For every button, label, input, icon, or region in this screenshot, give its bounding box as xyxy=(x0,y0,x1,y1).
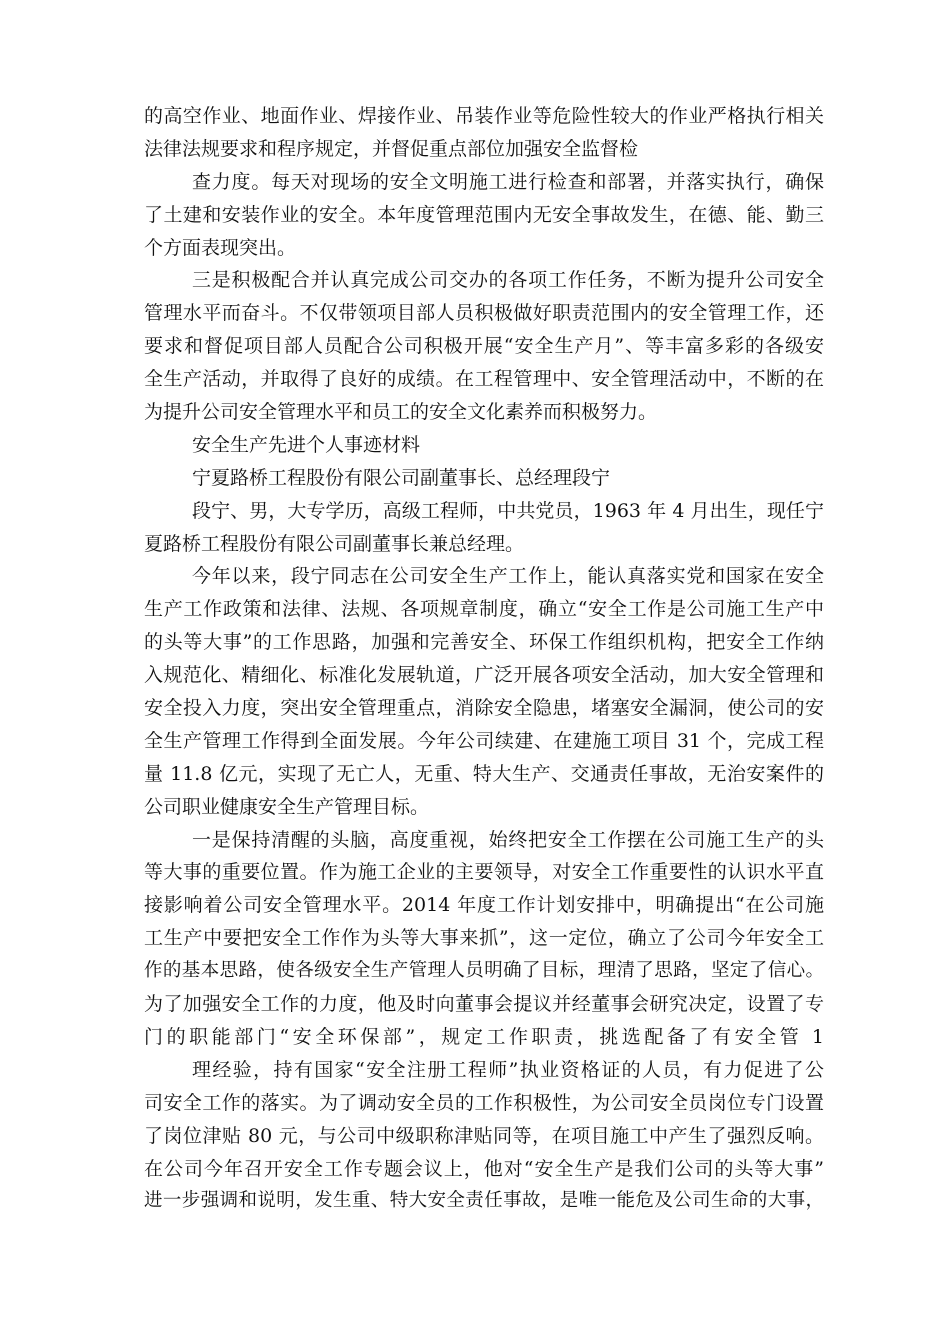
text-line: 了土建和安装作业的安全。本年度管理范围内无安全事故发生，在德、能、勤三 xyxy=(144,203,824,226)
text-line: 门的职能部门“安全环保部”，规定工作职责，挑选配备了有安全管 1 xyxy=(144,1025,824,1048)
text-line: 查力度。每天对现场的安全文明施工进行检查和部署，并落实执行，确保 xyxy=(192,170,824,193)
text-line: 理经验，持有国家“安全注册工程师”执业资格证的人员，有力促进了公 xyxy=(192,1058,824,1081)
text-line: 法律法规要求和程序规定，并督促重点部位加强安全监督检 xyxy=(144,137,639,160)
text-line: 三是积极配合并认真完成公司交办的各项工作任务，不断为提升公司安全 xyxy=(192,269,824,292)
text-line: 为了加强安全工作的力度，他及时向董事会提议并经董事会研究决定，设置了专 xyxy=(144,993,824,1016)
text-line: 夏路桥工程股份有限公司副董事长兼总经理。 xyxy=(144,532,525,555)
text-line: 宁夏路桥工程股份有限公司副董事长、总经理段宁 xyxy=(192,466,611,489)
text-line: 公司职业健康安全生产管理目标。 xyxy=(144,795,430,818)
text-line: 全生产管理工作得到全面发展。今年公司续建、在建施工项目 31 个，完成工程 xyxy=(144,729,824,752)
text-line: 要求和督促项目部人员配合公司积极开展“安全生产月”、等丰富多彩的各级安 xyxy=(144,335,824,358)
text-line: 个方面表现突出。 xyxy=(144,236,297,259)
text-line: 入规范化、精细化、标准化发展轨道，广泛开展各项安全活动，加大安全管理和 xyxy=(144,664,824,687)
text-line: 的头等大事”的工作思路，加强和完善安全、环保工作组织机构，把安全工作纳 xyxy=(144,631,824,654)
text-line: 管理水平而奋斗。不仅带领项目部人员积极做好职责范围内的安全管理工作，还 xyxy=(144,302,824,325)
text-line: 量 11.8 亿元，实现了无亡人，无重、特大生产、交通责任事故，无治安案件的 xyxy=(144,762,824,785)
text-line: 工生产中要把安全工作作为头等大事来抓”，这一定位，确立了公司今年安全工 xyxy=(144,927,824,950)
text-line: 今年以来，段宁同志在公司安全生产工作上，能认真落实党和国家在安全 xyxy=(192,565,824,588)
text-line: 了岗位津贴 80 元，与公司中级职称津贴同等，在项目施工中产生了强烈反响。 xyxy=(144,1124,824,1147)
text-line: 进一步强调和说明，发生重、特大安全责任事故，是唯一能危及公司生命的大事， xyxy=(144,1190,824,1212)
text-line: 生产工作政策和法律、法规、各项规章制度，确立“安全工作是公司施工生产中 xyxy=(144,598,824,621)
text-line: 安全生产先进个人事迹材料 xyxy=(192,433,421,456)
text-line: 安全投入力度，突出安全管理重点，消除安全隐患，堵塞安全漏洞，使公司的安 xyxy=(144,697,824,720)
text-line: 接影响着公司安全管理水平。2014 年度工作计划安排中，明确提出“在公司施 xyxy=(144,894,824,917)
text-line: 等大事的重要位置。作为施工企业的主要领导，对安全工作重要性的认识水平直 xyxy=(144,861,824,884)
text-line: 的高空作业、地面作业、焊接作业、吊装作业等危险性较大的作业严格执行相关 xyxy=(144,105,824,127)
text-line: 为提升公司安全管理水平和员工的安全文化素养而积极努力。 xyxy=(144,401,658,424)
document-body xyxy=(144,100,824,1218)
text-line: 在公司今年召开安全工作专题会议上，他对“安全生产是我们公司的头等大事” xyxy=(144,1157,824,1180)
text-line: 一是保持清醒的头脑，高度重视，始终把安全工作摆在公司施工生产的头 xyxy=(192,828,824,851)
text-line: 段宁、男，大专学历，高级工程师，中共党员，1963 年 4 月出生，现任宁 xyxy=(192,499,824,522)
text-line: 全生产活动，并取得了良好的成绩。在工程管理中、安全管理活动中，不断的在 xyxy=(144,368,824,391)
text-line: 作的基本思路，使各级安全生产管理人员明确了目标，理清了思路，坚定了信心。 xyxy=(144,960,824,982)
text-line: 司安全工作的落实。为了调动安全员的工作积极性，为公司安全员岗位专门设置 xyxy=(144,1091,824,1114)
